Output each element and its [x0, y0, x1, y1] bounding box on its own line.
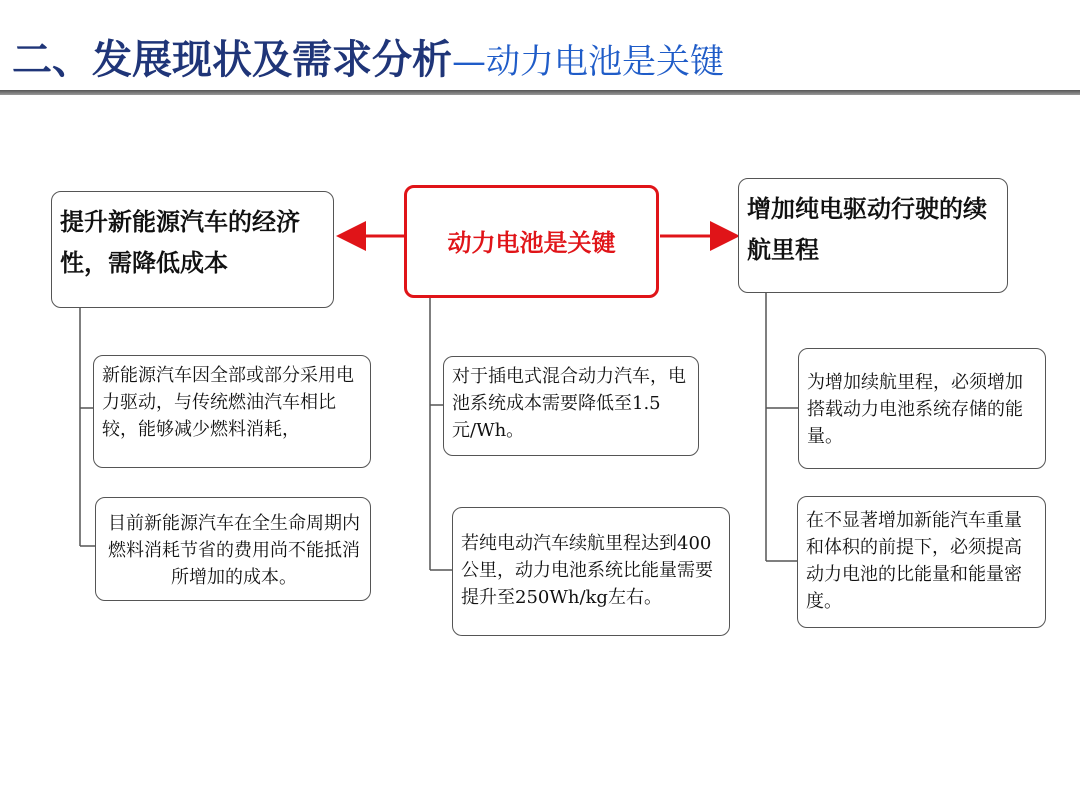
left-item-1-text: 新能源汽车因全部或部分采用电力驱动，与传统燃油汽车相比较，能够减少燃料消耗，	[102, 365, 354, 440]
title-subtitle: —动力电池是关键	[452, 42, 724, 82]
middle-item-2	[452, 507, 730, 636]
middle-item-2-text: 若纯电动汽车续航里程达到400公里，动力电池系统比能量需要提升至250Wh/kg左右。	[461, 533, 713, 608]
left-item-2	[95, 497, 371, 601]
left-item-2-text: 目前新能源汽车在全生命周期内燃料消耗节省的费用尚不能抵消所增加的成本。	[108, 513, 360, 588]
right-heading-box	[738, 178, 1008, 293]
right-item-2	[797, 496, 1046, 628]
left-heading-box	[51, 191, 334, 308]
right-item-1	[798, 348, 1046, 469]
left-item-1	[93, 355, 371, 468]
middle-item-1-text: 对于插电式混合动力汽车，电池系统成本需要降低至1.5元/Wh。	[452, 366, 686, 441]
center-heading-text: 动力电池是关键	[447, 229, 616, 257]
left-heading-text: 提升新能源汽车的经济性，需降低成本	[60, 208, 300, 277]
title-main: 二、发展现状及需求分析	[12, 37, 452, 83]
right-item-2-text: 在不显著增加新能汽车重量和体积的前提下，必须提高动力电池的比能量和能量密度。	[806, 510, 1022, 612]
right-heading-text: 增加纯电驱动行驶的续航里程	[747, 195, 987, 264]
right-item-1-text: 为增加续航里程，必须增加搭载动力电池系统存储的能量。	[807, 372, 1023, 447]
right-tree-line	[766, 293, 798, 561]
middle-item-1	[443, 356, 699, 456]
center-heading-box	[404, 185, 659, 298]
